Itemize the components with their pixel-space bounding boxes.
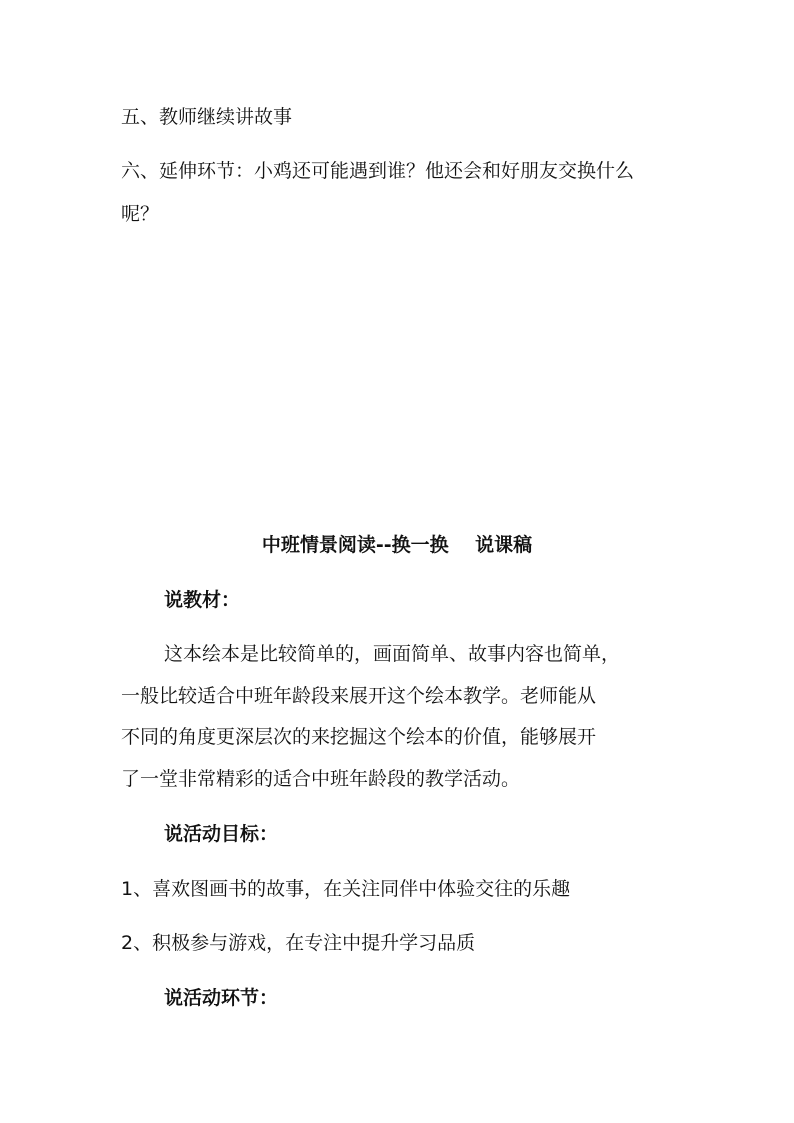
material-paragraph-line1: 这本绘本是比较简单的，画面简单、故事内容也简单， bbox=[164, 643, 621, 665]
step-five-text: 五、教师继续讲故事 bbox=[121, 106, 293, 128]
material-paragraph-line2: 一般比较适合中班年龄段来展开这个绘本教学。老师能从 bbox=[121, 685, 597, 707]
section-heading-steps: 说活动环节： bbox=[164, 987, 279, 1009]
document-title: 中班情景阅读--换一换 说课稿 bbox=[261, 534, 533, 556]
step-six-text-line2: 呢？ bbox=[121, 203, 160, 225]
goal-item-2: 2、积极参与游戏，在专注中提升学习品质 bbox=[121, 932, 476, 954]
section-heading-material: 说教材： bbox=[164, 589, 241, 611]
goal-item-1: 1、喜欢图画书的故事，在关注同伴中体验交往的乐趣 bbox=[121, 878, 571, 900]
material-paragraph-line3: 不同的角度更深层次的来挖掘这个绘本的价值，能够展开 bbox=[121, 726, 597, 748]
material-paragraph-line4: 了一堂非常精彩的适合中班年龄段的教学活动。 bbox=[121, 768, 521, 790]
section-heading-goals: 说活动目标： bbox=[164, 823, 279, 845]
step-six-text-line1: 六、延伸环节：小鸡还可能遇到谁？他还会和好朋友交换什么 bbox=[121, 160, 635, 182]
